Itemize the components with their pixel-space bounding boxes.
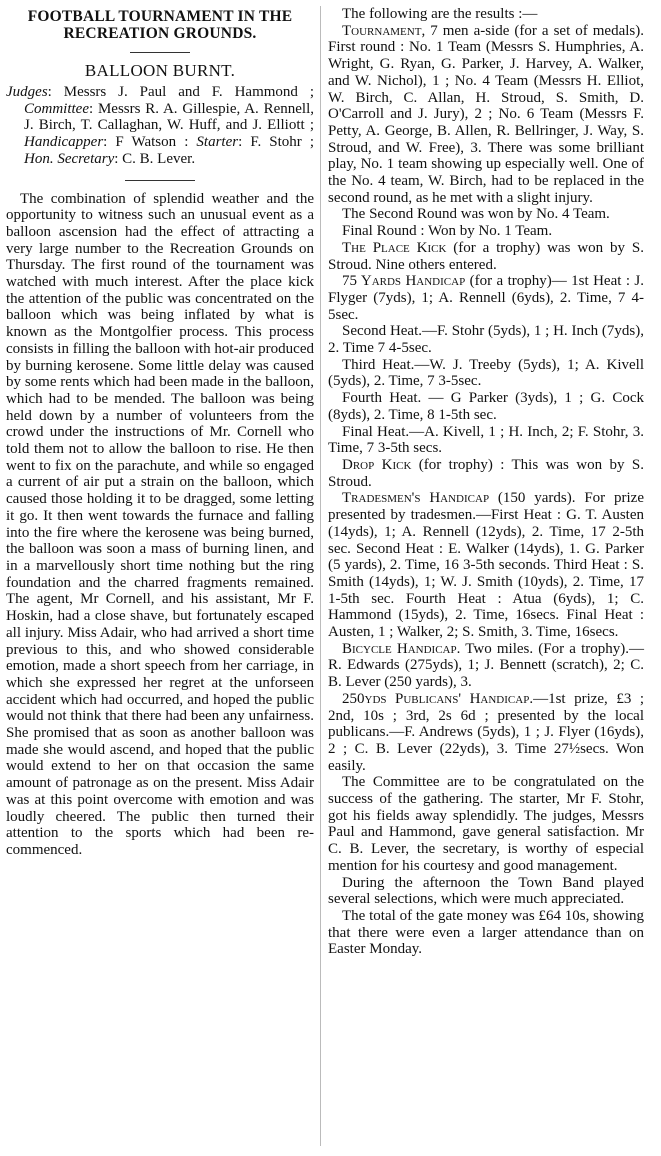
starter-text: : F. Stohr ;: [238, 134, 314, 151]
judges-text: : Messrs J. Paul and F. Hammond ;: [47, 84, 314, 100]
final-heat-result: Final Heat.—A. Kivell, 1 ; H. Inch, 2; F. Stohr, 3. Time, 7 3-5th secs.: [328, 423, 644, 457]
tournament-label: Tournament: [342, 22, 422, 39]
final-round-result: Final Round : Won by No. 1 Team.: [342, 223, 553, 240]
left-column: [6, 0, 314, 859]
second-heat-result: Second Heat.—F. Stohr (5yds), 1 ; H. Inch (7yds), 2. Time 7 4-5sec.: [328, 323, 644, 357]
column-divider: [320, 6, 321, 1146]
judges-label: Judges: [6, 84, 48, 100]
headline-rule: [130, 52, 190, 53]
gate-paragraph: The total of the gate money was £64 10s, showing that there were even a larger attendance than on Easter Monday.: [328, 907, 644, 958]
place-kick-text: (for a trophy) was won by S. Stroud. Nine others entered.: [328, 239, 644, 273]
fourth-heat-result: Fourth Heat. — G Parker (3yds), 1 ; G. Cock (8yds), 2. Time, 8 1-5th sec.: [328, 390, 644, 423]
bicycle-text: . Two miles. (For a trophy).—R. Edwards (275yds), 1; J. Bennett (scratch), 2; C. B. Lever (250 yards), 3.: [328, 640, 645, 691]
drop-kick-result: [328, 457, 644, 490]
section-rule: [125, 180, 195, 181]
place-kick-result: [328, 240, 644, 273]
tradesmen-label: Tradesmen's Handicap: [342, 490, 490, 507]
tradesmen-text: (150 yards). For prize presented by tradesmen.—First Heat : G. T. Austen (14yds), 1; A. Rennell (12yds), 2. Time, 17 2-5th sec. Second Heat : E. Walker (14yds), 1. G. Parker (5 yards), 2. Time, 16 3-5th seconds. Third Heat : S. Smith (14yds), 1; W. J. Smith (10yds), 2. Time, 17 1-5th sec. Fourth Heat : Atua (6yds), 1; C. Hammond (15yds), 2. Time, 16secs. Final Heat : Austen, 1 ; Walker, 2; S. Smith, 3. Time, 16secs.: [328, 490, 644, 641]
right-column: [328, 0, 644, 958]
publicans-label: 250yds Publicans' Handicap: [342, 690, 530, 707]
tournament-result: [328, 23, 644, 207]
yards75-result: [328, 273, 644, 323]
committee-label: Committee: [24, 100, 89, 117]
tradesmen-result: [328, 490, 644, 640]
subheadline: BALLOON BURNT.: [84, 61, 236, 80]
secretary-label: Hon. Secretary: [24, 150, 115, 167]
third-heat-result: Third Heat.—W. J. Treeby (5yds), 1; A. Kivell (5yds), 2. Time, 7 3-5sec.: [328, 356, 644, 390]
article-body: The combination of splendid weather and the opportunity to witness such an unusual event as a balloon ascension had the effect of attracting a very large number to the Recreation Grounds on Thursday. The first round of the tournament was watched with much interest. After the place kick the attention of the public was concentrated on the balloon which was being inflated by what is known as the Montgolfier process. This process consists in filling the balloon with hot-air produced by burning kerosene. Some little delay was caused by some rents which had been made in the balloon, which had to be mended. The balloon was being held down by a number of volunteers from the crowd under the instructions of Mr. Cornell who told them not to allow the balloon to rise. He then went to fix on the parachute, and while so engaged a current of air put a strain on the balloon, which caused those holding it to be dragged, some letting it go. It then went towards the furnace and falling into the fire where the kerosene was being burned, the balloon was soon a mass of burning linen, and in a marvellously short time nothing but the ring foundation and the charred fragments remained. The agent, Mr Cornell, and his assistant, Mr F. Hoskin, had a close shave, but fortunately escaped all injury. Miss Adair, who had arrived a short time previous to this, and who showed considerable emotion, made a short speech from her carriage, in which she expressed her regret at the unforseen accident which had occurred, and hoped the public would not think that there had been any unfairness. She promised that as soon as another balloon was made she would ascend, and hoped that the public would extend to her on that occasion the same amount of patronage as on the present. Miss Adair was at this point overcome with emotion and was loudly cheered. The public then turned their attention to the sports which had been re-commenced.: [6, 190, 314, 858]
headline-line-1: FOOTBALL TOURNAMENT IN THE: [27, 8, 293, 25]
handicapper-label: Handicapper: [24, 134, 104, 151]
committee-paragraph: The Committee are to be congratulated on the success of the gathering. The starter, Mr F. Stohr, got his fields away splendidly. The judges, Messrs Paul and Hammond, gave general satisfaction. Mr C. B. Lever, the secretary, is worthy of especial mention for his courtesy and good management.: [328, 774, 644, 874]
drop-kick-label: Drop Kick: [342, 456, 412, 473]
drop-kick-text: (for trophy) : This was won by S. Stroud.: [328, 456, 644, 490]
headline-line-2: RECREATION GROUNDS.: [63, 25, 257, 42]
secretary-text: : C. B. Lever.: [114, 150, 196, 167]
officials-list: [6, 84, 314, 168]
yards75-label: 75 Yards Handicap: [342, 273, 466, 290]
second-round-result: The Second Round was won by No. 4 Team.: [342, 206, 610, 223]
yards75-text: (for a trophy)— 1st Heat : J. Flyger (7yds), 1; A. Rennell (6yds), 2. Time, 7 4-5sec.: [328, 273, 644, 323]
results-intro: The following are the results :—: [342, 6, 538, 22]
tournament-text: , 7 men a-side (for a set of medals). First round : No. 1 Team (Messrs S. Humphries, A. Wright, G. Ryan, G. Parker, J. Harvey, A. Walker, and W. Nichol), 1 ; No. 4 Team (Messrs H. Elliot, W. Birch, C. Allan, H. Stroud, S. Smith, D. O'Carroll and J. Jury), 2 ; No. 6 Team (Messrs F. Petty, A. George, B. Allen, R. Bellringer, J. Way, S. Stroud, and W. Free), 3. There was some brilliant play, No. 1 team showing up especially well. One of the No. 4 team, W. Birch, had to be replaced in the second round, as he met with a slight injury.: [328, 22, 644, 206]
bicycle-result: [328, 641, 644, 691]
publicans-text: .—1st prize, £3 ; 2nd, 10s ; 3rd, 2s 6d ; presented by the local publicans.—F. Andrews (5yds), 1 ; J. Flyer (16yds), 2 ; C. B. Lever (22yds), 3. Time 27½secs. Won easily.: [328, 690, 645, 774]
committee-text: : Messrs R. A. Gillespie, A. Rennell, J. Birch, T. Callaghan, W. Huff, and J. Elliott ;: [24, 100, 314, 134]
publicans-result: [328, 691, 644, 775]
handicapper-text: : F Watson :: [103, 134, 189, 151]
starter-label: Starter: [196, 134, 239, 151]
bicycle-label: Bicycle Handicap: [342, 640, 457, 657]
place-kick-label: The Place Kick: [342, 239, 447, 256]
band-paragraph: During the afternoon the Town Band played several selections, which were much appreciated.: [328, 874, 644, 908]
